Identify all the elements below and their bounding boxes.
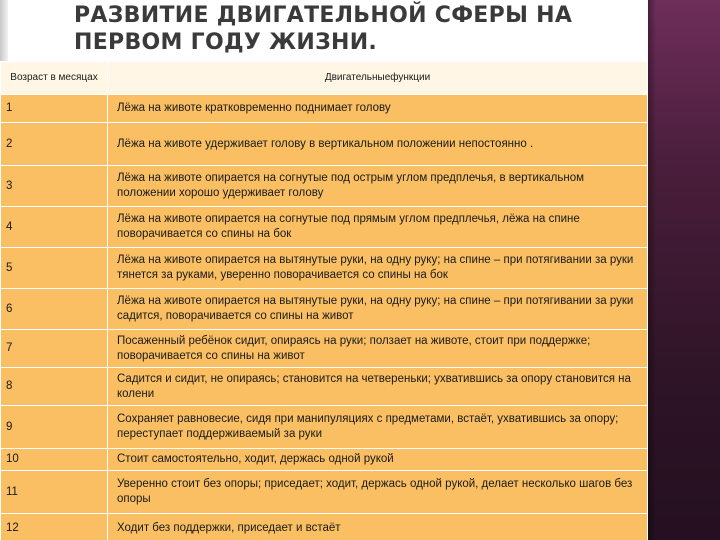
slide-title: РАЗВИТИЕ ДВИГАТЕЛЬНОЙ СФЕРЫ НА ПЕРВОМ ГОДУ ЖИЗНИ.	[74, 3, 573, 55]
age-cell: 8	[1, 368, 108, 406]
table-row	[1, 248, 648, 289]
motor-development-table	[0, 61, 648, 540]
age-cell: 4	[1, 207, 108, 248]
age-cell: 6	[1, 289, 108, 330]
description-cell: Стоит самостоятельно, ходит, держась одной рукой	[108, 449, 648, 471]
age-cell: 7	[1, 330, 108, 368]
description-cell: Ходит без поддержки, приседает и встаёт	[108, 514, 648, 540]
table-row	[1, 406, 648, 449]
table-row	[1, 471, 648, 514]
description-cell: Садится и сидит, не опираясь; становится на четвереньки; ухватившись за опору становится на колени	[108, 368, 648, 406]
age-cell: 9	[1, 406, 108, 449]
description-cell: Посаженный ребёнок сидит, опираясь на руки; ползает на животе, стоит при поддержке; поворачивается со спины на живот	[108, 330, 648, 368]
description-cell: Лёжа на животе опирается на согнутые под острым углом предплечья, в вертикальном положении хорошо удерживает голову	[108, 166, 648, 207]
table-row	[1, 289, 648, 330]
table-row	[1, 514, 648, 540]
right-decor-band	[648, 0, 720, 540]
age-cell: 1	[1, 95, 108, 123]
table-row	[1, 95, 648, 123]
description-cell: Уверенно стоит без опоры; приседает; ходит, держась одной рукой, делает несколько шагов без опоры	[108, 471, 648, 514]
age-cell: 10	[1, 449, 108, 471]
table-row	[1, 166, 648, 207]
header-functions: Двигательныефункции	[108, 62, 648, 95]
age-cell: 11	[1, 471, 108, 514]
table-row	[1, 330, 648, 368]
description-cell: Лёжа на животе удерживает голову в вертикальном положении непостоянно .	[108, 123, 648, 166]
description-cell: Лёжа на животе кратковременно поднимает голову	[108, 95, 648, 123]
table-row	[1, 368, 648, 406]
table-row	[1, 207, 648, 248]
table-row	[1, 449, 648, 471]
description-cell: Сохраняет равновесие, сидя при манипуляциях с предметами, встаёт, ухватившись за опору; переступает поддерживаемый за руки	[108, 406, 648, 449]
description-cell: Лёжа на животе опирается на согнутые под прямым углом предплечья, лёжа на спине поворачивается со спины на бок	[108, 207, 648, 248]
age-cell: 5	[1, 248, 108, 289]
description-cell: Лёжа на животе опирается на вытянутые руки, на одну руку; на спине – при потягивании за руки садится, поворачивается со спины на живот	[108, 289, 648, 330]
header-age: Возраст в месяцах	[1, 62, 108, 95]
age-cell: 3	[1, 166, 108, 207]
table-row	[1, 123, 648, 166]
age-cell: 12	[1, 514, 108, 540]
age-cell: 2	[1, 123, 108, 166]
description-cell: Лёжа на животе опирается на вытянутые руки, на одну руку; на спине – при потягивании за руки тянется за руками, уверенно поворачивается со спины на бок	[108, 248, 648, 289]
table-header-row	[1, 62, 648, 95]
